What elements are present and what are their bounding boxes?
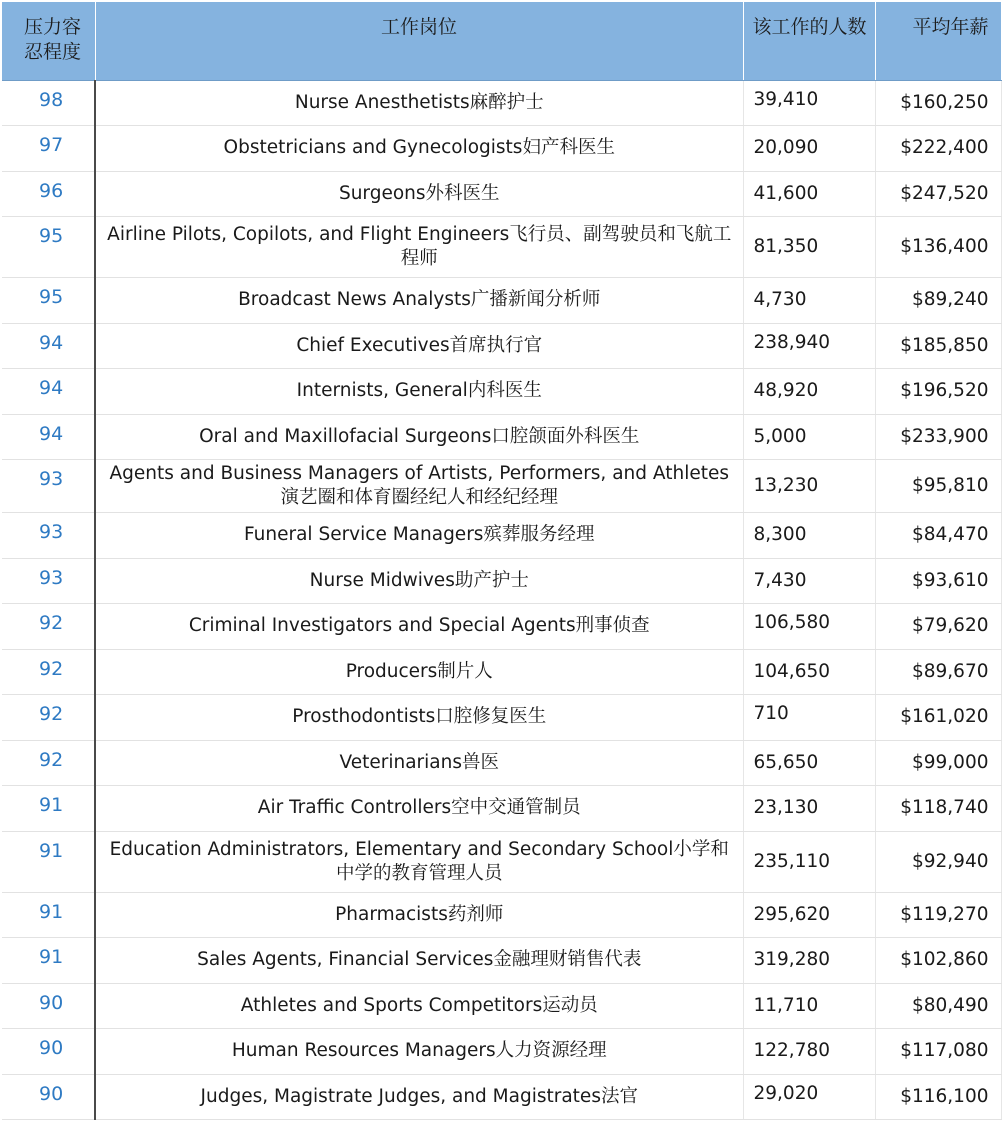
stress-score-cell[interactable]: 93 bbox=[2, 558, 95, 604]
table-row bbox=[2, 983, 1001, 1029]
table-row bbox=[2, 513, 1001, 559]
table-row bbox=[2, 278, 1001, 324]
job-title-cell[interactable]: Judges, Magistrate Judges, and Magistrates法官 bbox=[95, 1074, 743, 1120]
job-title-cell[interactable]: Broadcast News Analysts广播新闻分析师 bbox=[95, 278, 743, 324]
job-title-cell[interactable]: Agents and Business Managers of Artists, Performers, and Athletes演艺圈和体育圈经纪人和经纪经理 bbox=[95, 460, 743, 513]
job-title-cell[interactable]: Producers制片人 bbox=[95, 649, 743, 695]
employment-count-cell[interactable]: 39,410 bbox=[743, 80, 875, 126]
salary-cell[interactable]: $247,520 bbox=[875, 171, 1001, 217]
employment-count-cell[interactable]: 81,350 bbox=[743, 217, 875, 278]
header-average-salary[interactable]: 平均年薪 bbox=[875, 2, 1001, 80]
employment-count-cell[interactable]: 23,130 bbox=[743, 786, 875, 832]
salary-cell[interactable]: $185,850 bbox=[875, 323, 1001, 369]
job-title-cell[interactable]: Prosthodontists口腔修复医生 bbox=[95, 695, 743, 741]
salary-cell[interactable]: $222,400 bbox=[875, 126, 1001, 172]
table-row bbox=[2, 831, 1001, 892]
table-row bbox=[2, 1074, 1001, 1120]
salary-cell[interactable]: $89,240 bbox=[875, 278, 1001, 324]
table-row bbox=[2, 558, 1001, 604]
stress-score-cell[interactable]: 97 bbox=[2, 126, 95, 172]
job-title-cell[interactable]: Human Resources Managers人力资源经理 bbox=[95, 1029, 743, 1075]
salary-cell[interactable]: $92,940 bbox=[875, 831, 1001, 892]
stress-score-cell[interactable]: 91 bbox=[2, 831, 95, 892]
job-title-cell[interactable]: Funeral Service Managers殡葬服务经理 bbox=[95, 513, 743, 559]
table-row bbox=[2, 217, 1001, 278]
header-row bbox=[2, 2, 1001, 80]
header-job-title[interactable]: 工作岗位 bbox=[95, 2, 743, 80]
salary-cell[interactable]: $117,080 bbox=[875, 1029, 1001, 1075]
employment-count-cell[interactable]: 48,920 bbox=[743, 369, 875, 415]
salary-cell[interactable]: $116,100 bbox=[875, 1074, 1001, 1120]
employment-count-cell[interactable]: 8,300 bbox=[743, 513, 875, 559]
job-title-cell[interactable]: Athletes and Sports Competitors运动员 bbox=[95, 983, 743, 1029]
stress-score-cell[interactable]: 98 bbox=[2, 80, 95, 126]
job-title-cell[interactable]: Nurse Midwives助产护士 bbox=[95, 558, 743, 604]
table-row bbox=[2, 80, 1001, 126]
header-stress-tolerance[interactable]: 压力容忍程度 bbox=[2, 2, 95, 80]
salary-cell[interactable]: $95,810 bbox=[875, 460, 1001, 513]
table-row bbox=[2, 786, 1001, 832]
salary-cell[interactable]: $80,490 bbox=[875, 983, 1001, 1029]
stress-score-cell[interactable]: 91 bbox=[2, 786, 95, 832]
job-title-cell[interactable]: Education Administrators, Elementary and Secondary School小学和中学的教育管理人员 bbox=[95, 831, 743, 892]
table-row bbox=[2, 892, 1001, 938]
salary-cell[interactable]: $99,000 bbox=[875, 740, 1001, 786]
employment-count-cell[interactable]: 13,230 bbox=[743, 460, 875, 513]
employment-count-cell[interactable]: 7,430 bbox=[743, 558, 875, 604]
employment-count-cell[interactable]: 20,090 bbox=[743, 126, 875, 172]
table-row bbox=[2, 1029, 1001, 1075]
employment-count-cell[interactable]: 104,650 bbox=[743, 649, 875, 695]
table-row bbox=[2, 323, 1001, 369]
employment-count-cell[interactable]: 11,710 bbox=[743, 983, 875, 1029]
table-row bbox=[2, 126, 1001, 172]
employment-count-cell[interactable]: 238,940 bbox=[743, 323, 875, 369]
stress-score-cell[interactable]: 92 bbox=[2, 604, 95, 650]
job-title-cell[interactable]: Obstetricians and Gynecologists妇产科医生 bbox=[95, 126, 743, 172]
job-stress-table bbox=[2, 2, 1002, 1120]
employment-count-cell[interactable]: 235,110 bbox=[743, 831, 875, 892]
job-title-cell[interactable]: Veterinarians兽医 bbox=[95, 740, 743, 786]
table-header bbox=[2, 2, 1001, 80]
table-row bbox=[2, 695, 1001, 741]
stress-score-cell[interactable]: 91 bbox=[2, 938, 95, 984]
salary-cell[interactable]: $93,610 bbox=[875, 558, 1001, 604]
job-title-cell[interactable]: Internists, General内科医生 bbox=[95, 369, 743, 415]
table-body bbox=[2, 80, 1001, 1120]
employment-count-cell[interactable]: 29,020 bbox=[743, 1074, 875, 1120]
salary-cell[interactable]: $160,250 bbox=[875, 80, 1001, 126]
job-title-cell[interactable]: Chief Executives首席执行官 bbox=[95, 323, 743, 369]
stress-score-cell[interactable]: 92 bbox=[2, 649, 95, 695]
stress-score-cell[interactable]: 90 bbox=[2, 1074, 95, 1120]
job-title-cell[interactable]: Sales Agents, Financial Services金融理财销售代表 bbox=[95, 938, 743, 984]
stress-score-cell[interactable]: 92 bbox=[2, 695, 95, 741]
salary-cell[interactable]: $84,470 bbox=[875, 513, 1001, 559]
stress-score-cell[interactable]: 90 bbox=[2, 983, 95, 1029]
table-row bbox=[2, 460, 1001, 513]
salary-cell[interactable]: $233,900 bbox=[875, 414, 1001, 460]
table-row bbox=[2, 171, 1001, 217]
job-title-cell[interactable]: Pharmacists药剂师 bbox=[95, 892, 743, 938]
table-row bbox=[2, 604, 1001, 650]
table-row bbox=[2, 414, 1001, 460]
employment-count-cell[interactable]: 65,650 bbox=[743, 740, 875, 786]
employment-count-cell[interactable]: 122,780 bbox=[743, 1029, 875, 1075]
stress-score-cell[interactable]: 95 bbox=[2, 278, 95, 324]
employment-count-cell[interactable]: 5,000 bbox=[743, 414, 875, 460]
table-row bbox=[2, 649, 1001, 695]
employment-count-cell[interactable]: 4,730 bbox=[743, 278, 875, 324]
job-title-cell[interactable]: Criminal Investigators and Special Agents刑事侦查 bbox=[95, 604, 743, 650]
table-row bbox=[2, 740, 1001, 786]
header-employment-count[interactable]: 该工作的人数 bbox=[743, 2, 875, 80]
stress-score-cell[interactable]: 93 bbox=[2, 460, 95, 513]
table-row bbox=[2, 369, 1001, 415]
stress-score-cell[interactable]: 93 bbox=[2, 513, 95, 559]
job-title-cell[interactable]: Air Traffic Controllers空中交通管制员 bbox=[95, 786, 743, 832]
job-title-cell[interactable]: Nurse Anesthetists麻醉护士 bbox=[95, 80, 743, 126]
employment-count-cell[interactable]: 710 bbox=[743, 695, 875, 741]
salary-cell[interactable]: $136,400 bbox=[875, 217, 1001, 278]
employment-count-cell[interactable]: 106,580 bbox=[743, 604, 875, 650]
salary-cell[interactable]: $89,670 bbox=[875, 649, 1001, 695]
job-title-cell[interactable]: Oral and Maxillofacial Surgeons口腔颌面外科医生 bbox=[95, 414, 743, 460]
stress-score-cell[interactable]: 96 bbox=[2, 171, 95, 217]
salary-cell[interactable]: $102,860 bbox=[875, 938, 1001, 984]
employment-count-cell[interactable]: 41,600 bbox=[743, 171, 875, 217]
salary-cell[interactable]: $161,020 bbox=[875, 695, 1001, 741]
salary-cell[interactable]: $118,740 bbox=[875, 786, 1001, 832]
stress-score-cell[interactable]: 94 bbox=[2, 414, 95, 460]
salary-cell[interactable]: $196,520 bbox=[875, 369, 1001, 415]
salary-cell[interactable]: $119,270 bbox=[875, 892, 1001, 938]
stress-score-cell[interactable]: 90 bbox=[2, 1029, 95, 1075]
stress-score-cell[interactable]: 95 bbox=[2, 217, 95, 278]
table-row bbox=[2, 938, 1001, 984]
job-title-cell[interactable]: Airline Pilots, Copilots, and Flight Engineers飞行员、副驾驶员和飞航工程师 bbox=[95, 217, 743, 278]
stress-score-cell[interactable]: 92 bbox=[2, 740, 95, 786]
stress-score-cell[interactable]: 91 bbox=[2, 892, 95, 938]
employment-count-cell[interactable]: 295,620 bbox=[743, 892, 875, 938]
salary-cell[interactable]: $79,620 bbox=[875, 604, 1001, 650]
employment-count-cell[interactable]: 319,280 bbox=[743, 938, 875, 984]
job-title-cell[interactable]: Surgeons外科医生 bbox=[95, 171, 743, 217]
stress-score-cell[interactable]: 94 bbox=[2, 369, 95, 415]
stress-score-cell[interactable]: 94 bbox=[2, 323, 95, 369]
